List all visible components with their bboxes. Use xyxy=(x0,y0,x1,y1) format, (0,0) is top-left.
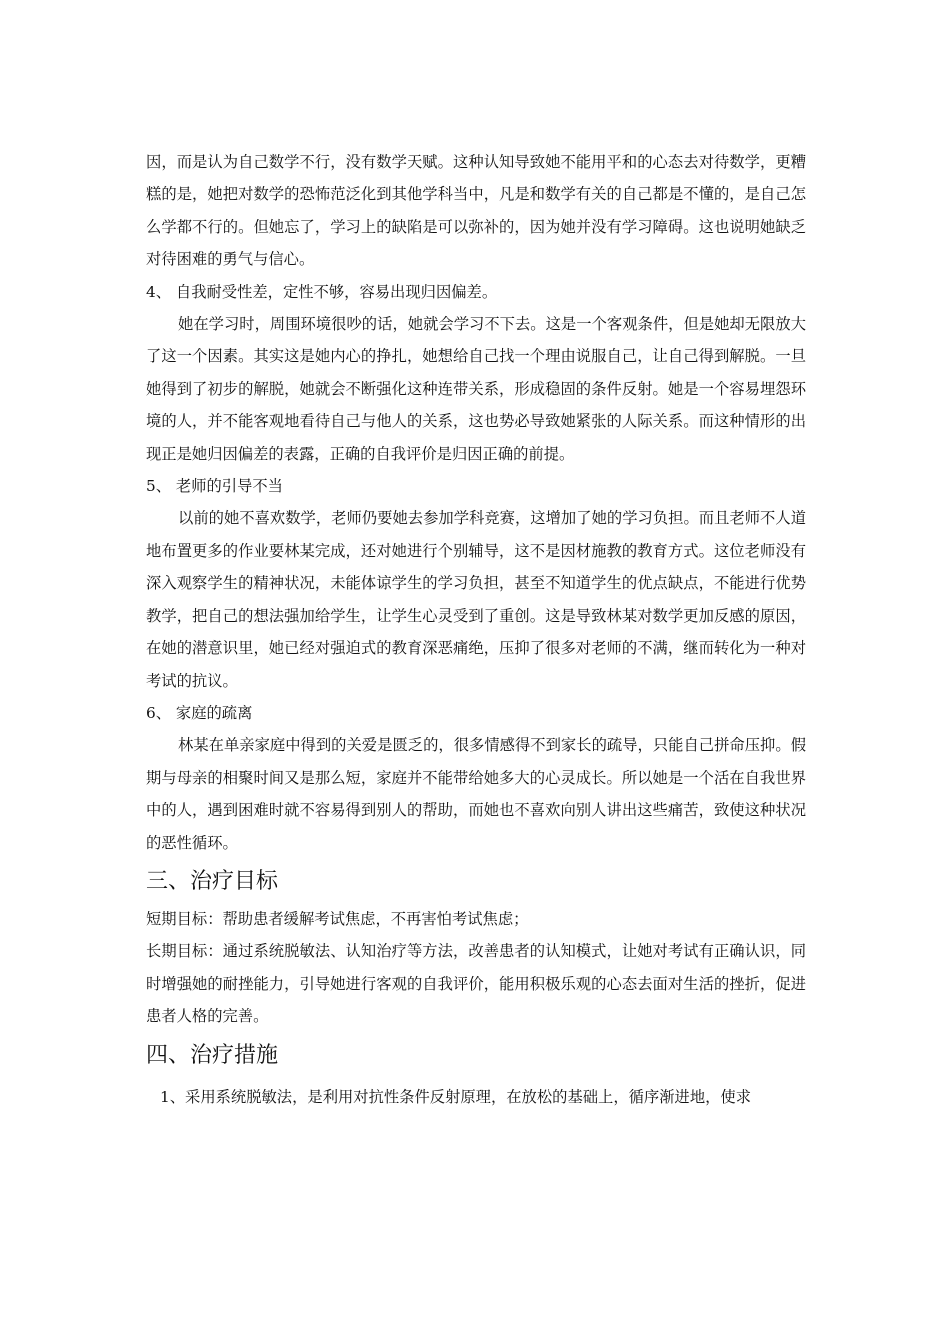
list-item-4: 4、 自我耐受性差，定性不够，容易出现归因偏差。 xyxy=(146,282,498,301)
short-term-goal: 短期目标：帮助患者缓解考试焦虑，不再害怕考试焦虑； xyxy=(146,909,529,928)
list-item-5: 5、 老师的引导不当 xyxy=(146,477,283,496)
paragraph-tolerance: 她在学习时，周围环境很吵的话，她就会学习不下去。这是一个客观条件，但是她却无限放大了这一个因素。其实这是她内心的挣扎，她想给自己找一个理由说服自己，让自己得到解脱。一旦她得到了初步的解脱，她就会不断强化这种连带关系，形成稳固的条件反射。她是一个容易埋怨环境的人，并不能客观地看待自己与他人的关系，这也势必导致她紧张的人际关系。而这种情形的出现正是她归因偏差的表露，正确的自我评价是归因正确的前提。 xyxy=(146,315,806,463)
list-item-6: 6、 家庭的疏离 xyxy=(146,703,253,722)
paragraph-teacher: 以前的她不喜欢数学，老师仍要她去参加学科竞赛，这增加了她的学习负担。而且老师不人道地布置更多的作业要林某完成，还对她进行个别辅导，这不是因材施教的教育方式。这位老师没有深入观察学生的精神状况，未能体谅学生的学习负担，甚至不知道学生的优点缺点，不能进行优势教学，把自己的想法强加给学生，让学生心灵受到了重创。这是导致林某对数学更加反感的原因，在她的潜意识里，她已经对强迫式的教育深恶痛绝，压抑了很多对老师的不满，继而转化为一种对考试的抗议。 xyxy=(146,509,806,690)
measure-item-1: 1、采用系统脱敏法，是利用对抗性条件反射原理，在放松的基础上，循序渐进地，使求 xyxy=(160,1087,752,1106)
document-body xyxy=(146,146,806,1113)
paragraph-cognition: 因，而是认为自己数学不行，没有数学天赋。这种认知导致她不能用平和的心态去对待数学，更糟糕的是，她把对数学的恐怖范泛化到其他学科当中，凡是和数学有关的自己都是不懂的，是自己怎么学都不行的。但她忘了，学习上的缺陷是可以弥补的，因为她并没有学习障碍。这也说明她缺乏对待困难的勇气与信心。 xyxy=(146,153,806,269)
section-heading-treatment-measures: 四、治疗措施 xyxy=(146,1042,279,1068)
long-term-goal: 长期目标：通过系统脱敏法、认知治疗等方法，改善患者的认知模式，让她对考试有正确认识，同时增强她的耐挫能力，引导她进行客观的自我评价，能用积极乐观的心态去面对生活的挫折，促进患者人格的完善。 xyxy=(146,942,806,1026)
section-heading-treatment-goals: 三、治疗目标 xyxy=(146,868,279,894)
paragraph-family: 林某在单亲家庭中得到的关爱是匮乏的，很多情感得不到家长的疏导，只能自己拼命压抑。假期与母亲的相聚时间又是那么短，家庭并不能带给她多大的心灵成长。所以她是一个活在自我世界中的人，遇到困难时就不容易得到别人的帮助，而她也不喜欢向别人讲出这些痛苦，致使这种状况的恶性循环。 xyxy=(146,736,806,852)
